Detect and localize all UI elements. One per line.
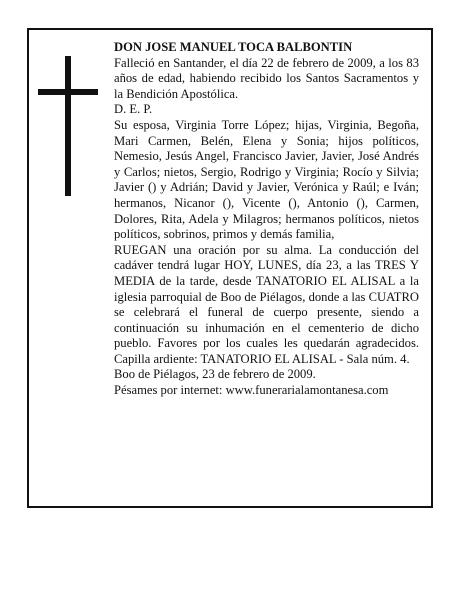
family-list: Su esposa, Virginia Torre López; hijas, Virginia, Begoña, Mari Carmen, Belén, Elena y Sonia; hijos políticos, Nemesio, Jesús Angel, Francisco Javier, Javier, José Andrés y Carlos; nietos, Sergio, Rodrigo y Virginia; Rocío y Silvia; Javier () y Adrián; David y Javier, Verónica y Raúl; e Iván; hermanos, Nicanor (), Vicente (), Antonio (), Carmen, Dolores, Rita, Adela y Milagros; hermanos políticos, nietos políticos, sobrinos, primos y demás familia, [114, 117, 419, 242]
place-and-date: Boo de Piélagos, 23 de febrero de 2009. [114, 367, 316, 382]
deceased-name: DON JOSE MANUEL TOCA BALBONTIN [114, 40, 353, 54]
rest-in-peace: D. E. P. [114, 102, 153, 117]
cross-vertical-bar [65, 56, 71, 196]
cross-horizontal-bar [38, 89, 98, 95]
funeral-request: RUEGAN una oración por su alma. La conducción del cadáver tendrá lugar HOY, LUNES, día 23, a las TRES Y MEDIA de la tarde, desde TANATORIO EL ALISAL a la iglesia parroquial de Boo de Piélagos, donde a las CUATRO se celebrará el funeral de cuerpo presente, siendo a continuación su inhumación en el cementerio de dicho pueblo. Favores por los cuales les quedarán agradecidos. Capilla ardiente: TANATORIO EL ALISAL - Sala núm. 4. [114, 242, 419, 366]
death-info: Falleció en Santander, el día 22 de febrero de 2009, a los 83 años de edad, habiendo recibido los Santos Sacramentos y la Bendición Apostólica. [114, 55, 419, 101]
condolences-website: Pésames por internet: www.funerarialamontanesa.com [114, 383, 389, 398]
obituary-text [114, 40, 419, 399]
latin-cross-icon [38, 56, 98, 196]
